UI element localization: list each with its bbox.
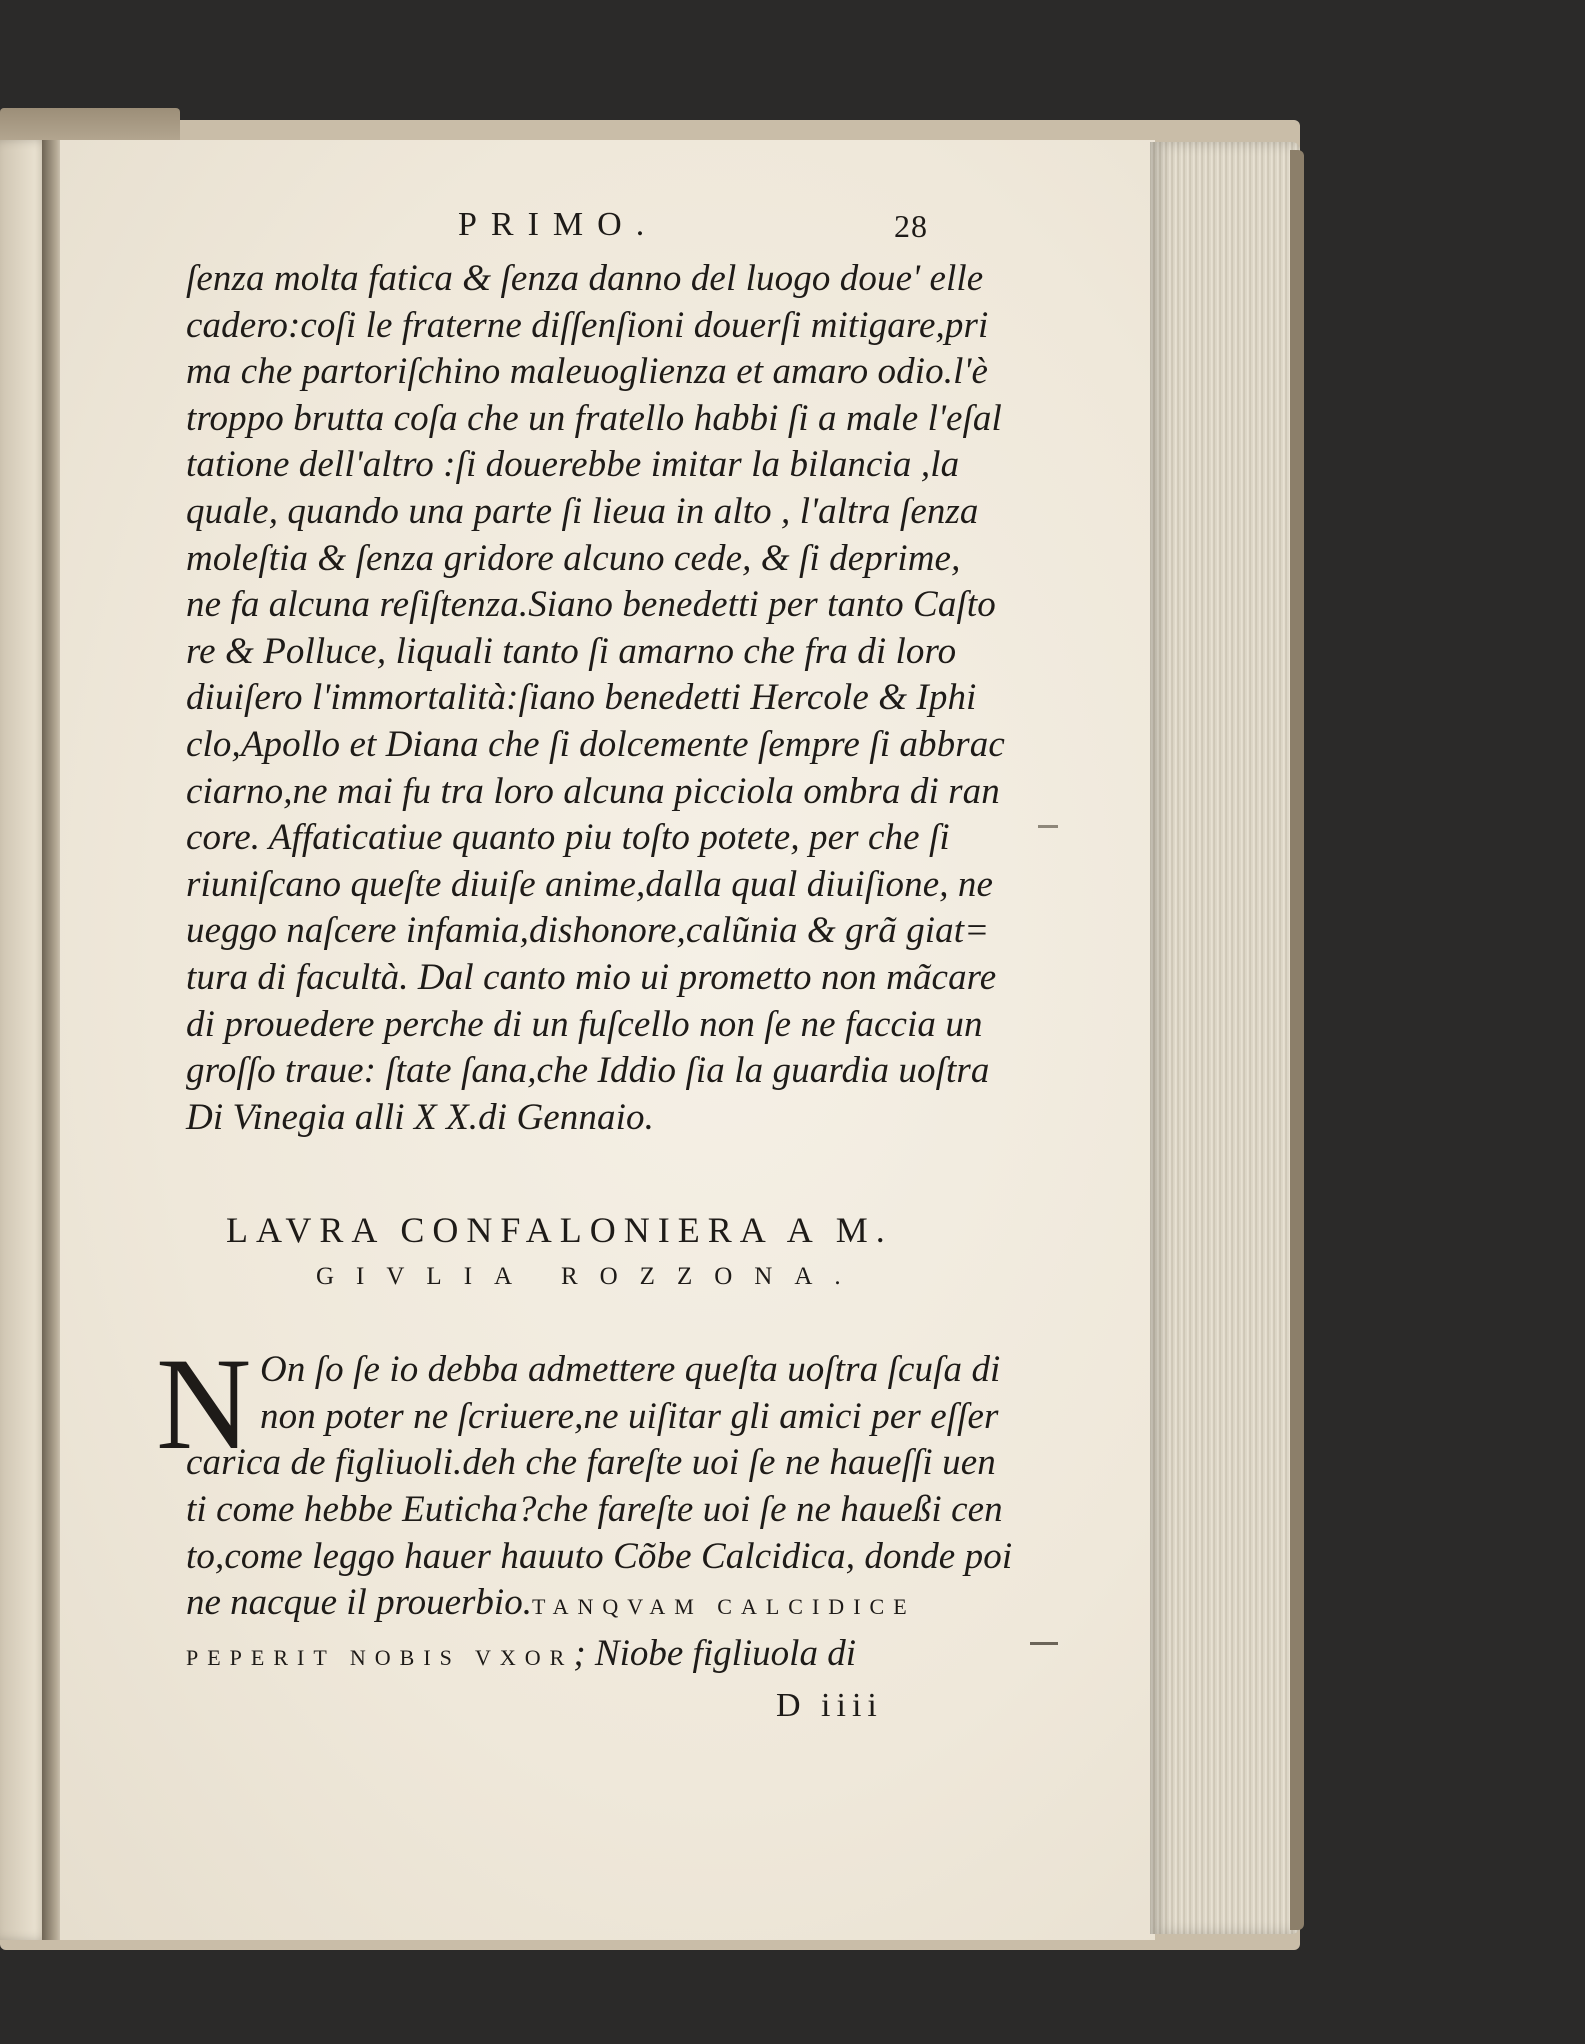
text-line: ma che partoriſchino maleuoglienza et amaro odio.l'è (186, 351, 989, 393)
page-fore-edge (1150, 142, 1300, 1934)
text-line: clo,Apollo et Diana che ſi dolcemente ſempre ſi abbrac (186, 723, 1005, 765)
text-line: di prouedere perche di un fuſcello non ſe ne faccia un (186, 1003, 983, 1045)
letter-heading-recipient: GIVLIA ROZZONA. (316, 1263, 863, 1291)
text-line: to,come leggo hauer hauuto Cõbe Calcidica, donde poi (186, 1535, 1013, 1577)
text-line: ſenza molta fatica & ſenza danno del luogo doue' elle (186, 258, 984, 299)
letter-signoff: Di Vinegia alli X X.di Gennaio. (186, 1096, 654, 1138)
text-line: ueggo naſcere infamia,dishonore,calũnia & grã giat= (186, 910, 990, 952)
text-line (186, 1580, 1006, 1631)
text-line: tatione dell'altro :ſi douerebbe imitar la bilancia ,la (186, 444, 960, 486)
text-line: ciarno,ne mai fu tra loro alcuna picciola ombra di ran (186, 770, 1000, 812)
text-line: re & Polluce, liquali tanto ſi amarno che fra di loro (186, 630, 957, 672)
proverb-lead: ne nacque il prouerbio. (186, 1582, 532, 1624)
text-line: non poter ne ſcriuere,ne uiſitar gli amici per eſſer (260, 1395, 999, 1437)
running-head-title: PRIMO. (458, 206, 659, 243)
proverb-tail: ; Niobe figliuola di (573, 1632, 856, 1674)
running-head (186, 200, 1006, 256)
text-line: core. Affaticatiue quanto piu toſto potete, per che ſi (186, 817, 950, 859)
text-block (156, 200, 1013, 1729)
proverb-caps: TANQVAM CALCIDICE (531, 1594, 916, 1620)
text-line: diuiſero l'immortalità:ſiano benedetti Hercole & Iphi (186, 677, 977, 719)
letter-two-body (156, 1330, 1013, 1681)
margin-mark (1030, 1642, 1058, 1645)
text-line: quale, quando una parte ſi lieua in alto , l'altra ſenza (186, 490, 979, 532)
text-line: cadero:coſi le fraterne diſſenſioni douerſi mitigare,pri (186, 304, 989, 346)
text-line: groſſo traue: ſtate ſana,che Iddio ſia la guardia uoſtra (186, 1050, 990, 1092)
text-line: ne fa alcuna reſiſtenza.Siano benedetti per tanto Caſto (186, 584, 996, 626)
text-line: riuniſcano queſte diuiſe anime,dalla qual diuiſione, ne (186, 863, 994, 905)
text-line: carica de figliuoli.deh che fareſte uoi ſe ne haueſſi uen (186, 1442, 996, 1484)
letter-one-body (186, 256, 1006, 1141)
letter-heading: LAVRA CONFALONIERA A M. (226, 1210, 893, 1251)
proverb-caps: PEPERIT NOBIS VXOR (186, 1644, 574, 1670)
page-number: 28 (894, 208, 928, 244)
cover-edge (1290, 150, 1304, 1930)
text-line: troppo brutta coſa che un fratello habbi ſi a male l'eſal (186, 397, 1002, 439)
text-line: moleſtia & ſenza gridore alcuno cede, & ſi deprime, (186, 537, 961, 579)
signature-mark: D iiii (776, 1687, 883, 1725)
text-line: On ſo ſe io debba admettere queſta uoſtra ſcuſa di (260, 1349, 1001, 1391)
text-line: tura di facultà. Dal canto mio ui prometto non mãcare (186, 956, 997, 998)
text-line (186, 1631, 1006, 1682)
drop-cap: N (156, 1330, 252, 1478)
margin-mark (1038, 825, 1058, 828)
text-line: ti come hebbe Euticha?che fareſte uoi ſe ne haueßi cen (186, 1489, 1003, 1531)
